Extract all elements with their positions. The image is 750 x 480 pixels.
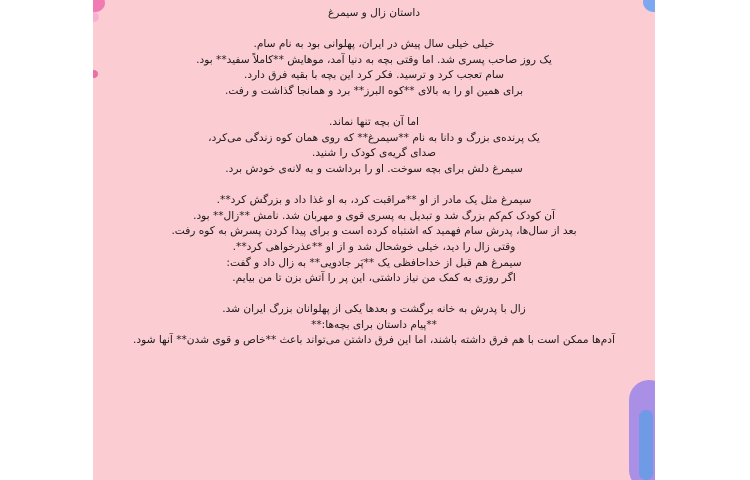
story-line: آدم‌ها ممکن است با هم فرق داشته باشند، اما این فرق داشتن می‌تواند باعث **خاص و قوی شدن** آنها شود. [133, 334, 615, 347]
story-line: آن کودک کم‌کم بزرگ شد و تبدیل به پسری قوی و مهربان شد. نامش **زال** بود. [193, 209, 555, 222]
document-card [93, 0, 655, 480]
story-line: یک پرنده‌ی بزرگ و دانا به نام **سیمرغ** که روی همان کوه زندگی می‌کرد، [208, 131, 540, 144]
story-line: زال با پدرش به خانه برگشت و بعدها یکی از پهلوانان بزرگ ایران شد. [222, 303, 526, 316]
story-line: سام تعجب کرد و ترسید. فکر کرد این بچه با بقیه فرق دارد. [243, 69, 505, 82]
story-line: سیمرغ مثل یک مادر از او **مراقبت کرد، به او غذا داد و بزرگش کرد**. [216, 194, 532, 207]
story-line: سیمرغ هم قبل از خداحافظی یک **پَر جادویی** به زال داد و گفت: [226, 256, 522, 269]
story-text [93, 6, 655, 349]
story-line: وقتی زال را دید، خیلی خوشحال شد و از او **عذرخواهی کرد**. [232, 240, 516, 253]
story-title: داستان زال و سیمرغ [327, 7, 421, 19]
story-line: بعد از سال‌ها، پدرش سام فهمید که اشتباه کرده است و برای پیدا کردن پسرش به کوه رفت. [171, 225, 577, 238]
story-line: خیلی خیلی سال پیش در ایران، پهلوانی بود به نام سام. [253, 38, 495, 51]
confetti-decoration [639, 410, 653, 480]
story-line: سیمرغ دلش برای بچه سوخت. او را برداشت و به لانه‌ی خودش برد. [225, 162, 523, 175]
story-line: برای همین او را به بالای **کوه البرز** برد و همانجا گذاشت و رفت. [224, 84, 524, 97]
story-line: یک روز صاحب پسری شد. اما وقتی بچه به دنیا آمد، موهایش **کاملاً سفید** بود. [196, 53, 552, 66]
story-message-heading: **پیام داستان برای بچه‌ها:** [311, 318, 437, 331]
story-line: صدای گریه‌ی کودک را شنید. [311, 147, 437, 160]
story-line: اما آن بچه تنها نماند. [329, 116, 419, 129]
story-line: اگر روزی به کمک من نیاز داشتی، این پر را آتش بزن تا من بیایم. [232, 272, 516, 285]
